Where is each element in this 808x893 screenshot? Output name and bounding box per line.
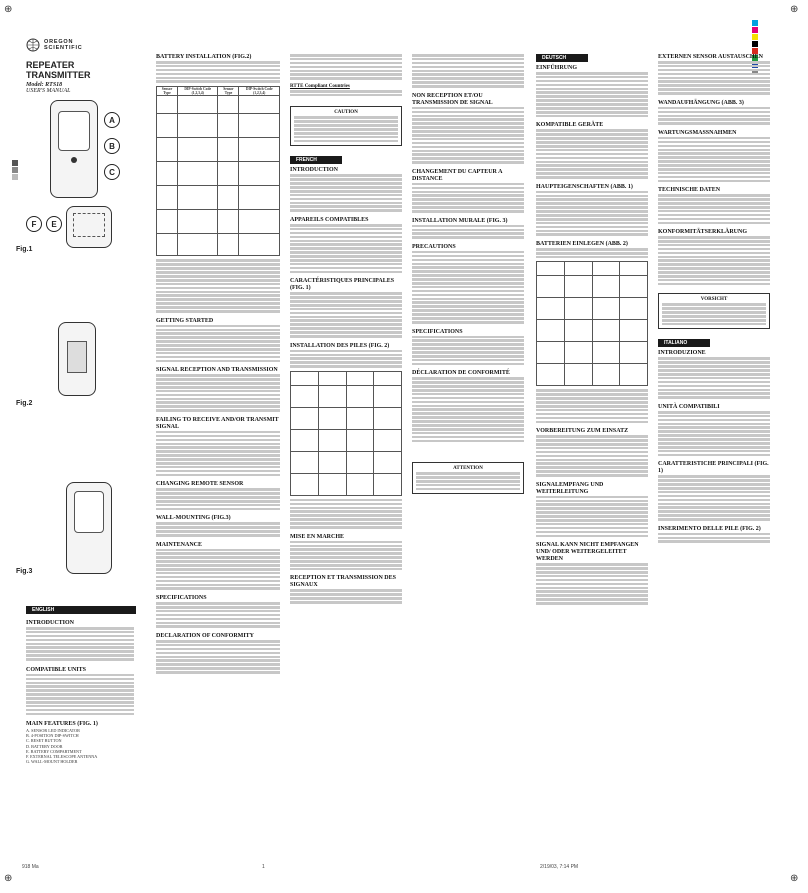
- inserimento-text: [658, 533, 770, 543]
- caratt-text: [658, 475, 770, 520]
- kein-heading: SIGNAL KANN NICHT EMPFANGEN UND/ ODER WEITERGELEITET WERDEN: [536, 542, 639, 563]
- einf-heading: EINFÜHRUNG: [536, 65, 578, 71]
- intro-heading: INTRODUCTION: [26, 620, 75, 626]
- caratt-heading: CARATTERISTICHE PRINCIPALI (FIG. 1): [658, 461, 769, 475]
- reception-text: [290, 589, 402, 603]
- declaration-text: [156, 640, 280, 674]
- fr-decl-heading: DÉCLARATION DE CONFORMITÉ: [412, 370, 510, 377]
- feature-b: B. 4-POSITION DIP-SWITCH: [26, 733, 79, 739]
- kompatible-heading: KOMPATIBLE GERÄTE: [536, 122, 604, 129]
- signal-heading: SIGNAL RECEPTION AND TRANSMISSION: [156, 367, 278, 374]
- feature-d: D. BATTERY DOOR: [26, 743, 63, 749]
- failing-heading: FAILING TO RECEIVE AND/OR TRANSMIT SIGNAL: [156, 416, 279, 430]
- lang-band-italian: ITALIANO: [658, 339, 710, 347]
- wall-text: [156, 522, 280, 536]
- wand-heading: WANDAUFHÄNGUNG (ABB. 3): [658, 99, 744, 106]
- einf-text: [536, 72, 648, 117]
- sensor-led-icon: [71, 157, 77, 163]
- maintenance-heading: MAINTENANCE: [156, 541, 203, 548]
- murale-text: [412, 225, 524, 239]
- feature-a: A. SENSOR LED INDICATOR: [26, 728, 80, 734]
- fr-intro-heading: INTRODUCTION: [290, 167, 339, 174]
- fig3-label: Fig.3: [16, 568, 33, 575]
- battery-drawing: [67, 341, 87, 373]
- crop-mark-tr: ⊕: [790, 4, 799, 15]
- callout-b: B: [104, 138, 120, 154]
- caract-text: [290, 292, 402, 337]
- column-3: [290, 54, 402, 854]
- vorb-text: [536, 435, 648, 477]
- callout-f: F: [26, 216, 42, 232]
- mise-text: [290, 541, 402, 571]
- kein-text: [536, 563, 648, 605]
- de-signal-text: [536, 496, 648, 538]
- fig1-callouts-right: [104, 112, 120, 180]
- table-header-sensor: Sensor Type: [157, 87, 178, 96]
- swatch-k3: [12, 174, 18, 180]
- fr-intro-text: [290, 174, 402, 212]
- battery-steps: [156, 259, 280, 312]
- vorsicht-text: [662, 303, 766, 325]
- swatch-black: [752, 41, 758, 47]
- changing-text: [156, 488, 280, 510]
- murale-heading: INSTALLATION MURALE (FIG. 3): [412, 217, 508, 224]
- column-6: [658, 54, 770, 854]
- batt-heading: BATTERIEN EINLEGEN (ABB. 2): [536, 241, 628, 248]
- feature-f: F. EXTERNAL TELESCOPE ANTENNA: [26, 753, 98, 759]
- install-text: [290, 350, 402, 368]
- device-window: [58, 111, 90, 151]
- feature-c: C. RESET BUTTON: [26, 738, 62, 744]
- appareils-text: [290, 224, 402, 273]
- signal-text: [156, 374, 280, 412]
- color-bar-left: [12, 160, 18, 180]
- column-4: [412, 54, 524, 854]
- device-front-illustration: [50, 100, 98, 198]
- column-2: [156, 54, 280, 854]
- swatch-k2: [12, 167, 18, 173]
- attention-box: [412, 462, 524, 494]
- table-header-dip: DIP-Switch Code (1,2,3,4): [177, 87, 218, 96]
- crop-mark-br: ⊕: [790, 873, 799, 884]
- fr-specs-heading: SPECIFICATIONS: [412, 328, 463, 335]
- wartung-text: [658, 137, 770, 182]
- callout-c: C: [104, 164, 120, 180]
- batt-text: [536, 248, 648, 258]
- features-heading: MAIN FEATURES (FIG. 1): [26, 721, 98, 728]
- swatch-yellow: [752, 34, 758, 40]
- fig2-illustration: [58, 322, 96, 396]
- manual-label: USER'S MANUAL: [26, 88, 71, 94]
- install-heading: INSTALLATION DES PILES (FIG. 2): [290, 342, 390, 349]
- install-steps: [290, 499, 402, 529]
- col3-top-text: [290, 54, 402, 80]
- table-header-sensor-2: Sensor Type: [218, 87, 239, 96]
- de-dip-table: [536, 261, 648, 386]
- rtte-text: [290, 90, 402, 96]
- it-intro-heading: INTRODUZIONE: [658, 350, 706, 357]
- wallmount-device-drawing: [74, 491, 104, 533]
- it-intro-text: [658, 357, 770, 399]
- crop-mark-tl: ⊕: [4, 4, 13, 15]
- vorsicht-heading: VORSICHT: [700, 297, 728, 303]
- unita-text: [658, 411, 770, 456]
- precautions-heading: PRECAUTIONS: [412, 243, 456, 250]
- maintenance-text: [156, 549, 280, 591]
- footer-left: 918 Ma: [22, 864, 39, 870]
- failing-text: [156, 431, 280, 476]
- footer-page: 1: [262, 864, 265, 870]
- battery-compartment-drawing: [73, 213, 105, 237]
- model-label: Model: RTS18: [26, 82, 63, 88]
- attention-text: [416, 472, 520, 490]
- fr-decl-text: [412, 377, 524, 442]
- getting-started-text: [156, 325, 280, 363]
- changement-heading: CHANGEMENT DU CAPTEUR A DISTANCE: [412, 168, 503, 182]
- caution-box: [290, 106, 402, 146]
- precautions-text: [412, 251, 524, 324]
- fig1-label: Fig.1: [16, 246, 33, 253]
- table-header-dip-2: DIP-Switch Code (1,2,3,4): [239, 87, 280, 96]
- inserimento-heading: INSERIMENTO DELLE PILE (FIG. 2): [658, 525, 761, 532]
- wartung-heading: WARTUNGSMASSNAHMEN: [658, 129, 737, 136]
- externen-heading: EXTERNEN SENSOR AUSTAUSCHEN: [658, 54, 763, 60]
- fig2-label: Fig.2: [16, 400, 33, 407]
- wall-heading: WALL-MOUNTING (FIG.3): [156, 515, 231, 522]
- tech-text: [658, 194, 770, 224]
- lang-band-german: DEUTSCH: [536, 54, 588, 62]
- attention-heading: ATTENTION: [453, 466, 483, 472]
- fr-dip-table: [290, 371, 402, 496]
- footer-date: 2/19/03, 7:14 PM: [540, 864, 579, 870]
- fr-specs-text: [412, 336, 524, 366]
- mise-heading: MISE EN MARCHE: [290, 533, 345, 540]
- appareils-heading: APPAREILS COMPATIBLES: [290, 216, 369, 223]
- batt-steps: [536, 389, 648, 423]
- lang-band-english: ENGLISH: [26, 606, 136, 614]
- callout-a: A: [104, 112, 120, 128]
- konform-text: [658, 236, 770, 285]
- specs-heading: SPECIFICATIONS: [156, 595, 207, 602]
- feature-e: E. BATTERY COMPARTMENT: [26, 748, 82, 754]
- changing-heading: CHANGING REMOTE SENSOR: [156, 481, 244, 488]
- battery-heading: BATTERY INSTALLATION (FIG.2): [156, 54, 252, 60]
- kompatible-text: [536, 129, 648, 178]
- fig3-illustration: [66, 482, 112, 574]
- swatch-cyan: [752, 20, 758, 26]
- caract-heading: CARACTÉRISTIQUES PRINCIPALES (FIG. 1): [290, 278, 395, 292]
- swatch-k1: [12, 160, 18, 166]
- brand-name: OREGON SCIENTIFIC: [44, 39, 83, 51]
- unita-heading: UNITÀ COMPATIBILI: [658, 403, 720, 410]
- compat-text: [26, 674, 134, 716]
- externen-text: [658, 61, 770, 95]
- haupt-heading: HAUPTEIGENSCHAFTEN (ABB. 1): [536, 183, 633, 190]
- caution-text: [294, 116, 398, 142]
- feature-g: G. WALL-MOUNT HOLDER: [26, 758, 78, 764]
- intro-text: [26, 627, 134, 661]
- vorsicht-box: [658, 293, 770, 329]
- dip-switch-table: [156, 86, 280, 256]
- column-5: [536, 54, 648, 854]
- declaration-heading: DECLARATION OF CONFORMITY: [156, 632, 255, 639]
- english-intro: [26, 620, 134, 764]
- crop-mark-bl: ⊕: [4, 873, 13, 884]
- non-reception-heading: NON RECEPTION ET/OU TRANSMISSION DE SIGNAL: [412, 92, 493, 106]
- battery-text: [156, 61, 280, 83]
- callout-e: E: [46, 216, 62, 232]
- doc-title: REPEATER TRANSMITTER: [26, 60, 91, 80]
- compat-heading: COMPATIBLE UNITS: [26, 666, 86, 673]
- globe-logo-icon: [26, 38, 40, 52]
- col4-top-text: [412, 54, 524, 88]
- device-back-illustration: [66, 206, 112, 248]
- non-reception-text: [412, 107, 524, 164]
- swatch-magenta: [752, 27, 758, 33]
- tech-heading: TECHNISCHE DATEN: [658, 187, 721, 194]
- haupt-text: [536, 191, 648, 236]
- brand-logo: [26, 38, 136, 52]
- rtte-heading: RTTE Compliant Countries: [290, 83, 350, 89]
- wand-text: [658, 107, 770, 125]
- vorb-heading: VORBEREITUNG ZUM EINSATZ: [536, 428, 629, 435]
- caution-heading: CAUTION: [334, 110, 358, 116]
- column-1: [16, 38, 136, 858]
- changement-text: [412, 183, 524, 213]
- konform-heading: KONFORMITÄTSERKLÄRUNG: [658, 229, 748, 236]
- specs-text: [156, 602, 280, 628]
- reception-heading: RECEPTION ET TRANSMISSION DES SIGNAUX: [290, 575, 396, 589]
- lang-band-french: FRENCH: [290, 156, 342, 164]
- getting-started-heading: GETTING STARTED: [156, 317, 214, 324]
- de-signal-heading: SIGNALEMPFANG UND WEITERLEITUNG: [536, 481, 604, 495]
